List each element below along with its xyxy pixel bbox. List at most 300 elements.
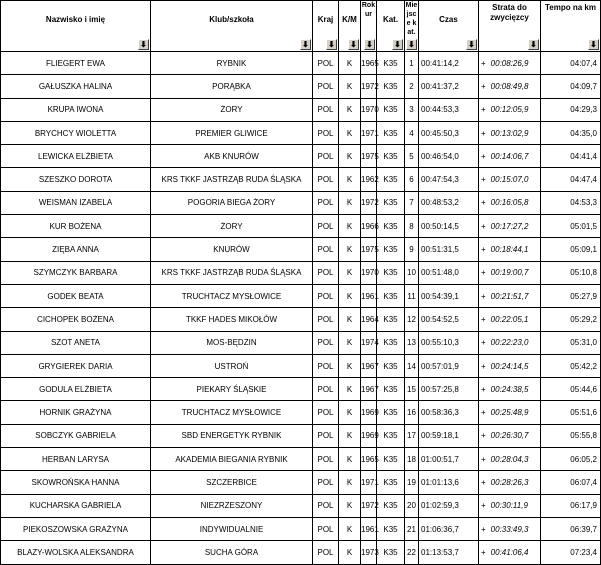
runner-place: 4 — [405, 121, 419, 144]
runner-sex: K — [339, 308, 361, 331]
runner-place: 11 — [405, 284, 419, 307]
runner-year: 1974 — [361, 331, 377, 354]
runner-place: 7 — [405, 191, 419, 214]
runner-gap — [479, 308, 541, 331]
filter-dropdown-icon[interactable]: ⬇ — [348, 39, 359, 50]
runner-gap — [479, 401, 541, 424]
runner-place: 22 — [405, 541, 419, 564]
runner-year: 1971 — [361, 121, 377, 144]
table-row — [1, 98, 601, 121]
runner-club: INDYWIDUALNIE — [151, 517, 313, 540]
runner-pace: 05:01,5 — [541, 215, 601, 238]
gap-sign: + — [481, 268, 486, 278]
runner-gap — [479, 448, 541, 471]
runner-category: K35 — [377, 261, 405, 284]
runner-country: POL — [313, 121, 339, 144]
runner-time: 00:58:36,3 — [419, 401, 479, 424]
runner-club: NIEZRZESZONY — [151, 494, 313, 517]
gap-value: 00:17:27,2 — [490, 221, 529, 231]
runner-pace: 04:47,4 — [541, 168, 601, 191]
runner-country: POL — [313, 284, 339, 307]
runner-sex: K — [339, 331, 361, 354]
runner-time: 00:41:14,2 — [419, 52, 479, 75]
runner-club: KNURÓW — [151, 238, 313, 261]
table-row — [1, 354, 601, 377]
runner-category: K35 — [377, 215, 405, 238]
runner-place: 14 — [405, 354, 419, 377]
runner-name: GRYGIEREK DARIA — [1, 354, 151, 377]
runner-name: BRYCHCY WIOLETTA — [1, 121, 151, 144]
runner-year: 1961 — [361, 284, 377, 307]
runner-country: POL — [313, 494, 339, 517]
table-row — [1, 168, 601, 191]
runner-sex: K — [339, 145, 361, 168]
table-row — [1, 75, 601, 98]
table-row — [1, 424, 601, 447]
runner-place: 12 — [405, 308, 419, 331]
runner-pace: 04:35,0 — [541, 121, 601, 144]
runner-gap — [479, 517, 541, 540]
gap-sign: + — [481, 408, 486, 418]
runner-time: 00:54:39,1 — [419, 284, 479, 307]
runner-gap — [479, 261, 541, 284]
gap-sign: + — [481, 314, 486, 324]
runner-gap — [479, 168, 541, 191]
gap-value: 00:16:05,8 — [490, 198, 529, 208]
runner-year: 1970 — [361, 261, 377, 284]
runner-sex: K — [339, 401, 361, 424]
runner-name: KRUPA IWONA — [1, 98, 151, 121]
runner-pace: 05:10,8 — [541, 261, 601, 284]
runner-time: 00:41:37,2 — [419, 75, 479, 98]
gap-sign: + — [481, 291, 486, 301]
header-place-label: Miejsce kat. — [405, 2, 418, 36]
runner-place: 1 — [405, 52, 419, 75]
filter-dropdown-icon[interactable]: ⬇ — [406, 39, 417, 50]
gap-sign: + — [481, 524, 486, 534]
gap-sign: + — [481, 151, 486, 161]
runner-time: 00:46:54,0 — [419, 145, 479, 168]
runner-time: 00:55:10,3 — [419, 331, 479, 354]
runner-year: 1972 — [361, 494, 377, 517]
gap-sign: + — [481, 175, 486, 185]
gap-value: 00:21:51,7 — [490, 291, 529, 301]
runner-pace: 06:05,2 — [541, 448, 601, 471]
header-name — [1, 1, 151, 52]
runner-name: PIEKOSZOWSKA GRAŻYNA — [1, 517, 151, 540]
runner-club: PIEKARY ŚLĄSKIE — [151, 378, 313, 401]
runner-gap — [479, 215, 541, 238]
runner-pace: 05:51,6 — [541, 401, 601, 424]
gap-value: 00:19:00,7 — [490, 268, 529, 278]
runner-place: 5 — [405, 145, 419, 168]
runner-category: K35 — [377, 517, 405, 540]
gap-sign: + — [481, 477, 486, 487]
runner-sex: K — [339, 448, 361, 471]
runner-name: SZESZKO DOROTA — [1, 168, 151, 191]
header-category-label: Kat. — [382, 15, 399, 24]
runner-sex: K — [339, 75, 361, 98]
header-club — [151, 1, 313, 52]
runner-sex: K — [339, 52, 361, 75]
runner-country: POL — [313, 517, 339, 540]
runner-sex: K — [339, 354, 361, 377]
runner-club: KRS TKKF JASTRZĄB RUDA ŚLĄSKA — [151, 261, 313, 284]
gap-sign: + — [481, 361, 486, 371]
gap-value: 00:13:02,9 — [490, 128, 529, 138]
runner-pace: 07:23,4 — [541, 541, 601, 564]
gap-value: 00:24:14,5 — [490, 361, 529, 371]
runner-club: SUCHA GÓRA — [151, 541, 313, 564]
runner-sex: K — [339, 494, 361, 517]
runner-place: 10 — [405, 261, 419, 284]
gap-value: 00:15:07,0 — [490, 175, 529, 185]
table-body — [1, 52, 601, 565]
runner-country: POL — [313, 75, 339, 98]
runner-time: 00:57:25,8 — [419, 378, 479, 401]
runner-name: CICHOPEK BOŻENA — [1, 308, 151, 331]
runner-pace: 04:41,4 — [541, 145, 601, 168]
runner-category: K35 — [377, 308, 405, 331]
gap-sign: + — [481, 431, 486, 441]
table-row — [1, 145, 601, 168]
runner-gap — [479, 284, 541, 307]
runner-year: 1961 — [361, 517, 377, 540]
runner-place: 6 — [405, 168, 419, 191]
header-place — [405, 1, 419, 52]
runner-sex: K — [339, 471, 361, 494]
runner-place: 17 — [405, 424, 419, 447]
runner-category: K35 — [377, 354, 405, 377]
runner-time: 01:06:36,7 — [419, 517, 479, 540]
header-category — [377, 1, 405, 52]
runner-sex: K — [339, 191, 361, 214]
runner-category: K35 — [377, 378, 405, 401]
runner-country: POL — [313, 448, 339, 471]
table-row — [1, 238, 601, 261]
gap-value: 00:41:06,4 — [490, 547, 529, 557]
runner-place: 13 — [405, 331, 419, 354]
runner-time: 00:48:53,2 — [419, 191, 479, 214]
runner-name: ZIĘBA ANNA — [1, 238, 151, 261]
runner-time: 00:57:01,9 — [419, 354, 479, 377]
table-row — [1, 448, 601, 471]
runner-place: 15 — [405, 378, 419, 401]
table-header — [1, 1, 601, 52]
gap-value: 00:12:05,9 — [490, 105, 529, 115]
runner-pace: 04:29,3 — [541, 98, 601, 121]
runner-sex: K — [339, 378, 361, 401]
gap-sign: + — [481, 128, 486, 138]
runner-sex: K — [339, 284, 361, 307]
runner-sex: K — [339, 215, 361, 238]
runner-gap — [479, 494, 541, 517]
runner-country: POL — [313, 261, 339, 284]
table-row — [1, 378, 601, 401]
runner-category: K35 — [377, 494, 405, 517]
runner-gap — [479, 378, 541, 401]
runner-year: 1969 — [361, 401, 377, 424]
runner-name: SKOWROŃSKA HANNA — [1, 471, 151, 494]
runner-time: 00:59:18,1 — [419, 424, 479, 447]
header-gap — [479, 1, 541, 52]
gap-value: 00:24:38,5 — [490, 384, 529, 394]
runner-category: K35 — [377, 145, 405, 168]
gap-sign: + — [481, 384, 486, 394]
runner-place: 19 — [405, 471, 419, 494]
runner-gap — [479, 145, 541, 168]
table-row — [1, 331, 601, 354]
runner-country: POL — [313, 331, 339, 354]
gap-value: 00:25:48,9 — [490, 408, 529, 418]
gap-sign: + — [481, 198, 486, 208]
runner-time: 00:50:14,5 — [419, 215, 479, 238]
gap-value: 00:22:23,0 — [490, 338, 529, 348]
runner-category: K35 — [377, 168, 405, 191]
runner-country: POL — [313, 401, 339, 424]
runner-name: FLIEGERT EWA — [1, 52, 151, 75]
filter-dropdown-icon[interactable]: ⬇ — [528, 39, 539, 50]
runner-category: K35 — [377, 238, 405, 261]
gap-sign: + — [481, 547, 486, 557]
runner-club: AKB KNURÓW — [151, 145, 313, 168]
filter-dropdown-icon[interactable]: ⬇ — [588, 39, 599, 50]
runner-year: 1972 — [361, 191, 377, 214]
runner-club: ŻORY — [151, 215, 313, 238]
runner-year: 1965 — [361, 448, 377, 471]
runner-category: K35 — [377, 75, 405, 98]
header-country-label: Kraj — [317, 15, 334, 24]
runner-year: 1966 — [361, 215, 377, 238]
runner-pace: 05:27,9 — [541, 284, 601, 307]
runner-sex: K — [339, 121, 361, 144]
runner-time: 00:45:50,3 — [419, 121, 479, 144]
runner-name: KUR BOŻENA — [1, 215, 151, 238]
runner-name: GODEK BEATA — [1, 284, 151, 307]
gap-value: 00:22:05,1 — [490, 314, 529, 324]
runner-club: KRS TKKF JASTRZĄB RUDA ŚLĄSKA — [151, 168, 313, 191]
runner-place: 8 — [405, 215, 419, 238]
runner-gap — [479, 471, 541, 494]
table-row — [1, 541, 601, 564]
runner-category: K35 — [377, 448, 405, 471]
runner-time: 01:01:13,6 — [419, 471, 479, 494]
runner-pace: 04:09,7 — [541, 75, 601, 98]
gap-value: 00:08:26,9 — [490, 58, 529, 68]
filter-dropdown-icon[interactable]: ⬇ — [300, 39, 311, 50]
runner-sex: K — [339, 261, 361, 284]
gap-value: 00:28:04,3 — [490, 454, 529, 464]
header-year — [361, 1, 377, 52]
runner-year: 1975 — [361, 145, 377, 168]
gap-sign: + — [481, 81, 486, 91]
runner-year: 1967 — [361, 354, 377, 377]
runner-sex: K — [339, 517, 361, 540]
runner-name: BLAZY-WOLSKA ALEKSANDRA — [1, 541, 151, 564]
runner-country: POL — [313, 541, 339, 564]
header-country — [313, 1, 339, 52]
runner-pace: 05:44,6 — [541, 378, 601, 401]
runner-year: 1971 — [361, 471, 377, 494]
runner-country: POL — [313, 215, 339, 238]
runner-sex: K — [339, 424, 361, 447]
table-row — [1, 494, 601, 517]
gap-sign: + — [481, 105, 486, 115]
table-row — [1, 215, 601, 238]
runner-year: 1973 — [361, 541, 377, 564]
runner-gap — [479, 354, 541, 377]
header-pace-label: Tempo na km — [545, 3, 596, 12]
runner-year: 1967 — [361, 378, 377, 401]
gap-sign: + — [481, 245, 486, 255]
runner-country: POL — [313, 308, 339, 331]
runner-time: 01:00:51,7 — [419, 448, 479, 471]
runner-name: SOBCZYK GABRIELA — [1, 424, 151, 447]
runner-name: SZYMCZYK BARBARA — [1, 261, 151, 284]
runner-name: GODULA ELŻBIETA — [1, 378, 151, 401]
runner-club: TRUCHTACZ MYSŁOWICE — [151, 284, 313, 307]
gap-sign: + — [481, 338, 486, 348]
runner-club: TKKF HADES MIKOŁÓW — [151, 308, 313, 331]
runner-pace: 05:31,0 — [541, 331, 601, 354]
runner-category: K35 — [377, 284, 405, 307]
runner-gap — [479, 191, 541, 214]
runner-club: TRUCHTACZ MYSŁOWICE — [151, 401, 313, 424]
runner-name: HORNIK GRAŻYNA — [1, 401, 151, 424]
runner-year: 1962 — [361, 168, 377, 191]
header-time-label: Czas — [439, 15, 458, 24]
runner-category: K35 — [377, 541, 405, 564]
table-row — [1, 517, 601, 540]
runner-sex: K — [339, 168, 361, 191]
runner-name: LEWICKA ELŻBIETA — [1, 145, 151, 168]
runner-year: 1964 — [361, 308, 377, 331]
runner-name: GAŁUSZKA HALINA — [1, 75, 151, 98]
runner-club: MOS-BĘDZIN — [151, 331, 313, 354]
runner-sex: K — [339, 98, 361, 121]
runner-category: K35 — [377, 424, 405, 447]
runner-gap — [479, 98, 541, 121]
gap-value: 00:28:26,3 — [490, 477, 529, 487]
runner-pace: 05:29,2 — [541, 308, 601, 331]
runner-name: WEISMAN IZABELA — [1, 191, 151, 214]
table-row — [1, 191, 601, 214]
runner-place: 2 — [405, 75, 419, 98]
runner-pace: 04:07,4 — [541, 52, 601, 75]
runner-club: SBD ENERGETYK RYBNIK — [151, 424, 313, 447]
filter-dropdown-icon[interactable]: ⬇ — [364, 39, 375, 50]
filter-dropdown-icon[interactable]: ⬇ — [326, 39, 337, 50]
runner-sex: K — [339, 541, 361, 564]
runner-year: 1975 — [361, 238, 377, 261]
runner-country: POL — [313, 238, 339, 261]
runner-name: SZOT ANETA — [1, 331, 151, 354]
runner-country: POL — [313, 145, 339, 168]
runner-club: AKADEMIA BIEGANIA RYBNIK — [151, 448, 313, 471]
runner-gap — [479, 238, 541, 261]
runner-gap — [479, 75, 541, 98]
table-row — [1, 261, 601, 284]
header-club-label: Klub/szkoła — [209, 15, 254, 24]
gap-value: 00:26:30,7 — [490, 431, 529, 441]
runner-time: 00:51:31,5 — [419, 238, 479, 261]
runner-pace: 06:39,7 — [541, 517, 601, 540]
header-gap-label: Strata do zwycięzcy — [490, 3, 529, 22]
runner-category: K35 — [377, 52, 405, 75]
runner-time: 01:13:53,7 — [419, 541, 479, 564]
runner-name: KUCHARSKA GABRIELA — [1, 494, 151, 517]
runner-gap — [479, 424, 541, 447]
table-row — [1, 401, 601, 424]
runner-place: 20 — [405, 494, 419, 517]
table-row — [1, 308, 601, 331]
header-sex — [339, 1, 361, 52]
runner-place: 3 — [405, 98, 419, 121]
gap-sign: + — [481, 58, 486, 68]
runner-time: 00:51:48,0 — [419, 261, 479, 284]
gap-sign: + — [481, 501, 486, 511]
runner-category: K35 — [377, 98, 405, 121]
runner-country: POL — [313, 98, 339, 121]
runner-year: 1970 — [361, 98, 377, 121]
header-year-label: Rok ur — [361, 2, 376, 18]
runner-year: 1969 — [361, 424, 377, 447]
table-row — [1, 471, 601, 494]
filter-dropdown-icon[interactable]: ⬇ — [392, 39, 403, 50]
runner-gap — [479, 541, 541, 564]
gap-value: 00:14:06,7 — [490, 151, 529, 161]
runner-country: POL — [313, 424, 339, 447]
filter-dropdown-icon[interactable]: ⬇ — [466, 39, 477, 50]
runner-category: K35 — [377, 121, 405, 144]
runner-category: K35 — [377, 331, 405, 354]
runner-time: 00:47:54,3 — [419, 168, 479, 191]
gap-sign: + — [481, 454, 486, 464]
runner-time: 00:54:52,5 — [419, 308, 479, 331]
runner-pace: 05:55,8 — [541, 424, 601, 447]
runner-country: POL — [313, 191, 339, 214]
runner-pace: 06:17,9 — [541, 494, 601, 517]
runner-club: SZCZERBICE — [151, 471, 313, 494]
runner-name: HERBAN LARYSA — [1, 448, 151, 471]
header-sex-label: K/M — [342, 15, 357, 24]
runner-pace: 06:07,4 — [541, 471, 601, 494]
table-row — [1, 121, 601, 144]
filter-dropdown-icon[interactable]: ⬇ — [138, 39, 149, 50]
runner-place: 18 — [405, 448, 419, 471]
runner-gap — [479, 331, 541, 354]
runner-sex: K — [339, 238, 361, 261]
runner-country: POL — [313, 52, 339, 75]
runner-place: 16 — [405, 401, 419, 424]
gap-sign: + — [481, 221, 486, 231]
runner-year: 1972 — [361, 75, 377, 98]
runner-place: 21 — [405, 517, 419, 540]
runner-place: 9 — [405, 238, 419, 261]
runner-club: POGORIA BIEGA ŻORY — [151, 191, 313, 214]
header-time — [419, 1, 479, 52]
runner-club: ŻORY — [151, 98, 313, 121]
table-row — [1, 284, 601, 307]
gap-value: 00:18:44,1 — [490, 245, 529, 255]
runner-club: USTROŃ — [151, 354, 313, 377]
runner-pace: 04:53,3 — [541, 191, 601, 214]
runner-club: RYBNIK — [151, 52, 313, 75]
runner-category: K35 — [377, 401, 405, 424]
runner-club: PREMIER GLIWICE — [151, 121, 313, 144]
runner-category: K35 — [377, 191, 405, 214]
table-row — [1, 52, 601, 75]
